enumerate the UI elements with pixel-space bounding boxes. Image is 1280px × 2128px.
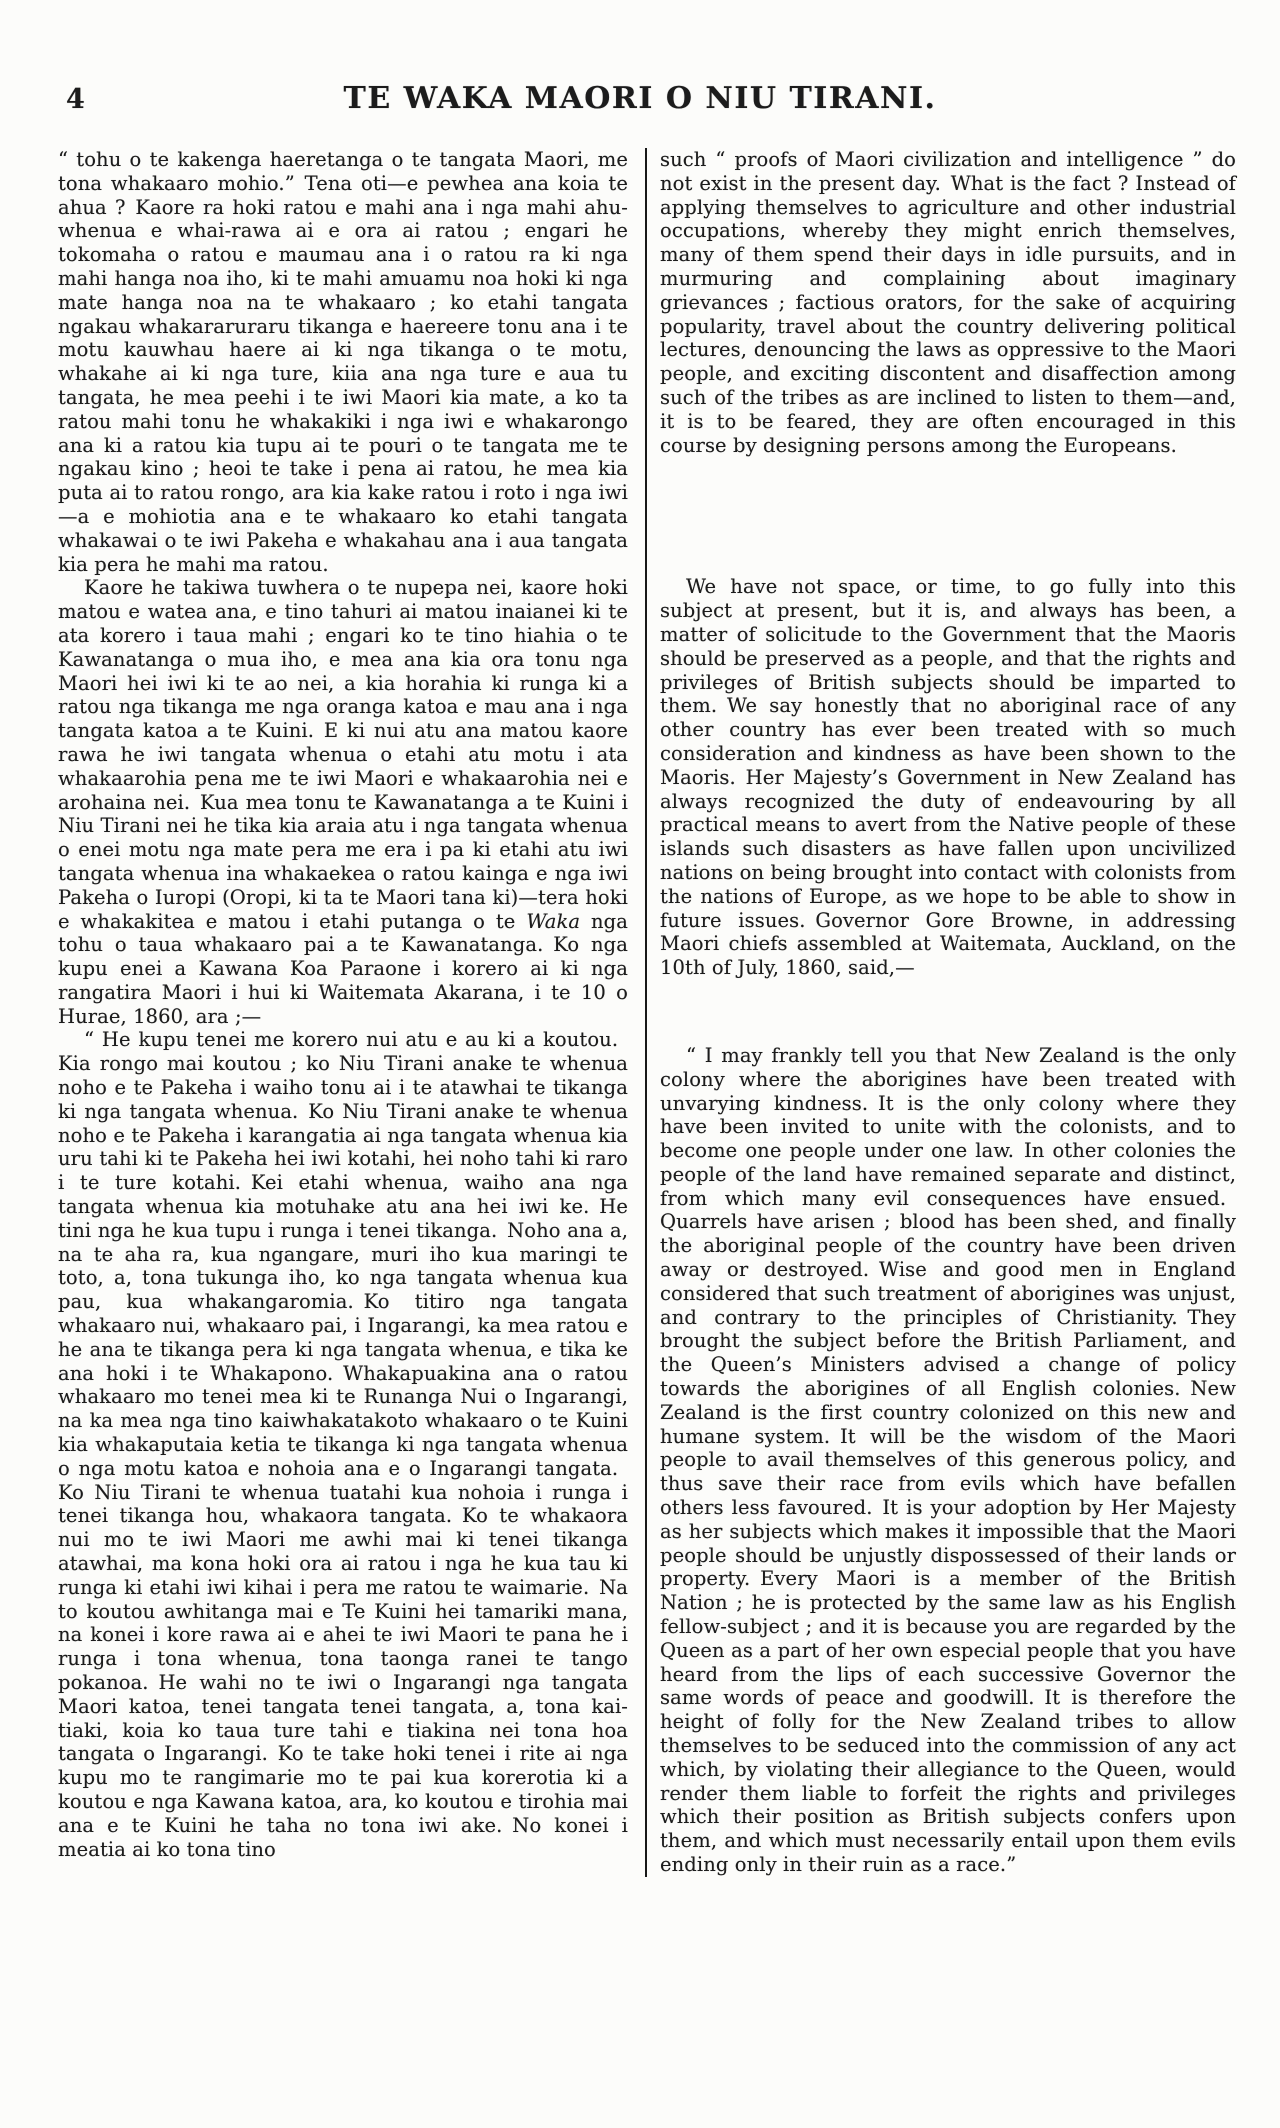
english-column: [660, 148, 1236, 1877]
maori-paragraph-3: “ He kupu tenei me korero nui atu e au ki a koutou. Kia rongo mai koutou ; ko Niu Tirani anake te whenua noho e te Pakeha i waiho tonu ai i te atawhai te tikanga ki nga tangata whenua. Ko Niu Tirani anake te whenua noho e te Pakeha i karangatia ai nga tangata whenua kia uru tahi ki te Pakeha hei iwi kotahi, hei noho tahi ki raro i te ture kotahi. Kei etahi whenua, waiho ana nga tangata whenua kia motuhake atu ana hei iwi ke. He tini nga he kua tupu i runga i tenei tikanga. Noho ana a, na te aha ra, kua ngangare, muri iho kua maringi te toto, a, tona tukunga iho, ko nga tangata whenua kua pau, kua whakangaromia. Ko titiro nga tangata whakaaro nui, whakaaro pai, i Ingarangi, ka mea ratou e he ana te tikanga pera ki nga tangata whenua, e tika ke ana hoki i te Whakapono. Whakapuakina ana o ratou whakaaro mo tenei mea ki te Runanga Nui o Ingarangi, na ka mea nga tino kaiwhakatakoto whakaaro o te Kuini kia whakaputaia ketia te tikanga ki nga tangata whenua o nga motu katoa e nohoia ana e o Ingarangi tangata. Ko Niu Tirani te whenua tuatahi kua nohoia i runga i tenei tikanga hou, whakaora tangata. Ko te whakaora nui mo te iwi Maori me awhi mai ki tenei tikanga atawhai, ma kona hoki ora ai ratou i nga he kua tau ki runga ki etahi iwi kihai i pera me ratou te waimarie. Na to koutou awhitanga mai e Te Kuini hei tamariki mana, na konei i kore rawa ai e ahei te iwi Maori te pana he i runga i tona whenua, tona taonga ranei te tango pokanoa. He wahi no te iwi o Ingarangi nga tangata Maori katoa, tenei tangata tenei tangata, a, tona kai-tiaki, koia ko taua ture tahi e tiakina nei tona hoa tangata o Ingarangi. Ko te take hoki tenei i rite ai nga kupu mo te rangimarie mo te pai kua korerotia ki a koutou e nga Kawana katoa, ara, ko koutou e tirohia mai ana e te Kuini he taha no tona iwi ake. No konei i meatia ai ko tona tino: [58, 1028, 628, 1861]
maori-column: [58, 148, 628, 1877]
maori-paragraph-1: “ tohu o te kakenga haeretanga o te tangata Maori, me tona whakaaro mohio.” Tena oti—e pewhea ana koia te ahua ? Kaore ra hoki ratou e mahi ana i nga mahi ahu-whenua e whai-rawa ai e ora ai ratou ; engari he tokomaha o ratou e maumau ana i o ratou ra ki nga mahi hanga noa iho, ki te mahi amuamu noa hoki ki nga mate hanga noa na te whakaaro ; ko etahi tangata ngakau whakararuraru tikanga e haereere tonu ana i te motu kauwhau haere ai ki nga tikanga o te motu, whakahe ai ki nga ture, kiia ana nga ture e aua tu tangata, he mea peehi i te iwi Maori kia mate, a ko ta ratou mahi tonu he whakakiki i nga iwi e whakarongo ana ki a ratou kia tupu ai te pouri o te tangata me te ngakau kino ; heoi te take i pena ai ratou, he mea kia puta ai to ratou rongo, ara kia kake ratou i roto i nga iwi—a e mohiotia ana e te whakaaro ko etahi tangata whakawai o te iwi Pakeha e whakahau ana i aua tangata kia pera he mahi ma ratou.: [58, 148, 628, 576]
page-header: [0, 82, 1280, 122]
page-number: 4: [66, 84, 85, 115]
masthead-title: TE WAKA MAORI O NIU TIRANI.: [343, 81, 937, 116]
maori-paragraph-2-text: Kaore he takiwa tuwhera o te nupepa nei, kaore hoki matou e watea ana, e tino tahuri ai matou inaianei ki te ata korero i taua mahi ; engari ko te tino hiahia o te Kawanatanga o mua iho, e mea ana kia ora tonu nga Maori hei iwi ki te ao nei, a kia horahia ki runga ki a ratou nga tikanga me nga oranga katoa e mau ana i nga tangata katoa a te Kuini. E ki nui atu ana matou kaore rawa he iwi tangata whenua o etahi atu motu i ata whakaarohia pena me te iwi Maori e whakaarohia nei e arohaina nei. Kua mea tonu te Kawanatanga a te Kuini i Niu Tirani nei he tika kia araia atu i nga tangata whenua o enei motu nga mate pera me era i pa ki etahi atu iwi tangata whenua ina whakaekea o ratou kainga e nga iwi Pakeha o Iuropi (Oropi, ki ta te Maori tana ki)—tera hoki e whakakitea e matou i etahi putanga o te: [58, 576, 628, 933]
article-columns: [58, 148, 1236, 1877]
column-divider-rule: [645, 148, 647, 1877]
maori-paragraph-2: [58, 576, 628, 1028]
english-paragraph-3: “ I may frankly tell you that New Zealand is the only colony where the aborigines have been treated with unvarying kindness. It is the only colony where they have been invited to unite with the colonists, and to become one people under one law. In other colonies the people of the land have remained separate and distinct, from which many evil consequences have ensued. Quarrels have arisen ; blood has been shed, and finally the aboriginal people of the country have been driven away or destroyed. Wise and good men in England considered that such treatment of aborigines was unjust, and contrary to the principles of Christianity. They brought the subject before the British Parliament, and the Queen’s Ministers advised a change of policy towards the aborigines of all English colonies. New Zealand is the first country colonized on this new and humane system. It will be the wisdom of the Maori people to avail themselves of this generous policy, and thus save their race from evils which have befallen others less favoured. It is your adoption by Her Majesty as her subjects which makes it impossible that the Maori people should be unjustly dispossessed of their lands or property. Every Maori is a member of the British Nation ; he is protected by the same law as his English fellow-subject ; and it is because you are regarded by the Queen as a part of her own especial people that you have heard from the lips of each successive Governor the same words of peace and goodwill. It is therefore the height of folly for the New Zealand tribes to allow themselves to be seduced into the commission of any act which, by violating their allegiance to the Queen, would render them liable to forfeit the rights and privileges which their position as British subjects confers upon them, and which must necessarily entail upon them evils ending only in their ruin as a race.”: [660, 1043, 1236, 1876]
english-paragraph-2: We have not space, or time, to go fully into this subject at present, but it is, and always has been, a matter of solicitude to the Government that the Maoris should be preserved as a people, and that the rights and privileges of British subjects should be imparted to them. We say honestly that no aboriginal race of any other country has ever been treated with so much consideration and kindness as have been shown to the Maoris. Her Majesty’s Government in New Zealand has always recognized the duty of endeavouring by all practical means to avert from the Native people of these islands such disasters as have fallen upon uncivilized nations on being brought into contact with colonists from the nations of Europe, as we hope to be able to show in future issues. Governor Gore Browne, in addressing Maori chiefs assembled at Waitemata, Auckland, on the 10th of July, 1860, said,—: [660, 575, 1236, 980]
waka-italic-word: Waka: [526, 909, 581, 933]
english-paragraph-1: such “ proofs of Maori civilization and intelligence ” do not exist in the present day. What is the fact ? Instead of applying themselves to agriculture and other industrial occupations, whereby they might enrich themselves, many of them spend their days in idle pursuits, and in murmuring and complaining about imaginary grievances ; factious orators, for the sake of acquiring popularity, travel about the country delivering political lectures, denouncing the laws as oppressive to the Maori people, and exciting discontent and disaffection among such of the tribes as are inclined to listen to them—and, it is to be feared, they are often encouraged in this course by designing persons among the Europeans.: [660, 148, 1236, 457]
maori-paragraph-2-continued: nga tohu o taua whakaaro pai a te Kawanatanga. Ko nga kupu enei a Kawana Koa Paraone i korero ai ki nga rangatira Maori i hui ki Waitemata Akarana, i te 10 o Hurae, 1860, ara ;—: [58, 909, 628, 1028]
